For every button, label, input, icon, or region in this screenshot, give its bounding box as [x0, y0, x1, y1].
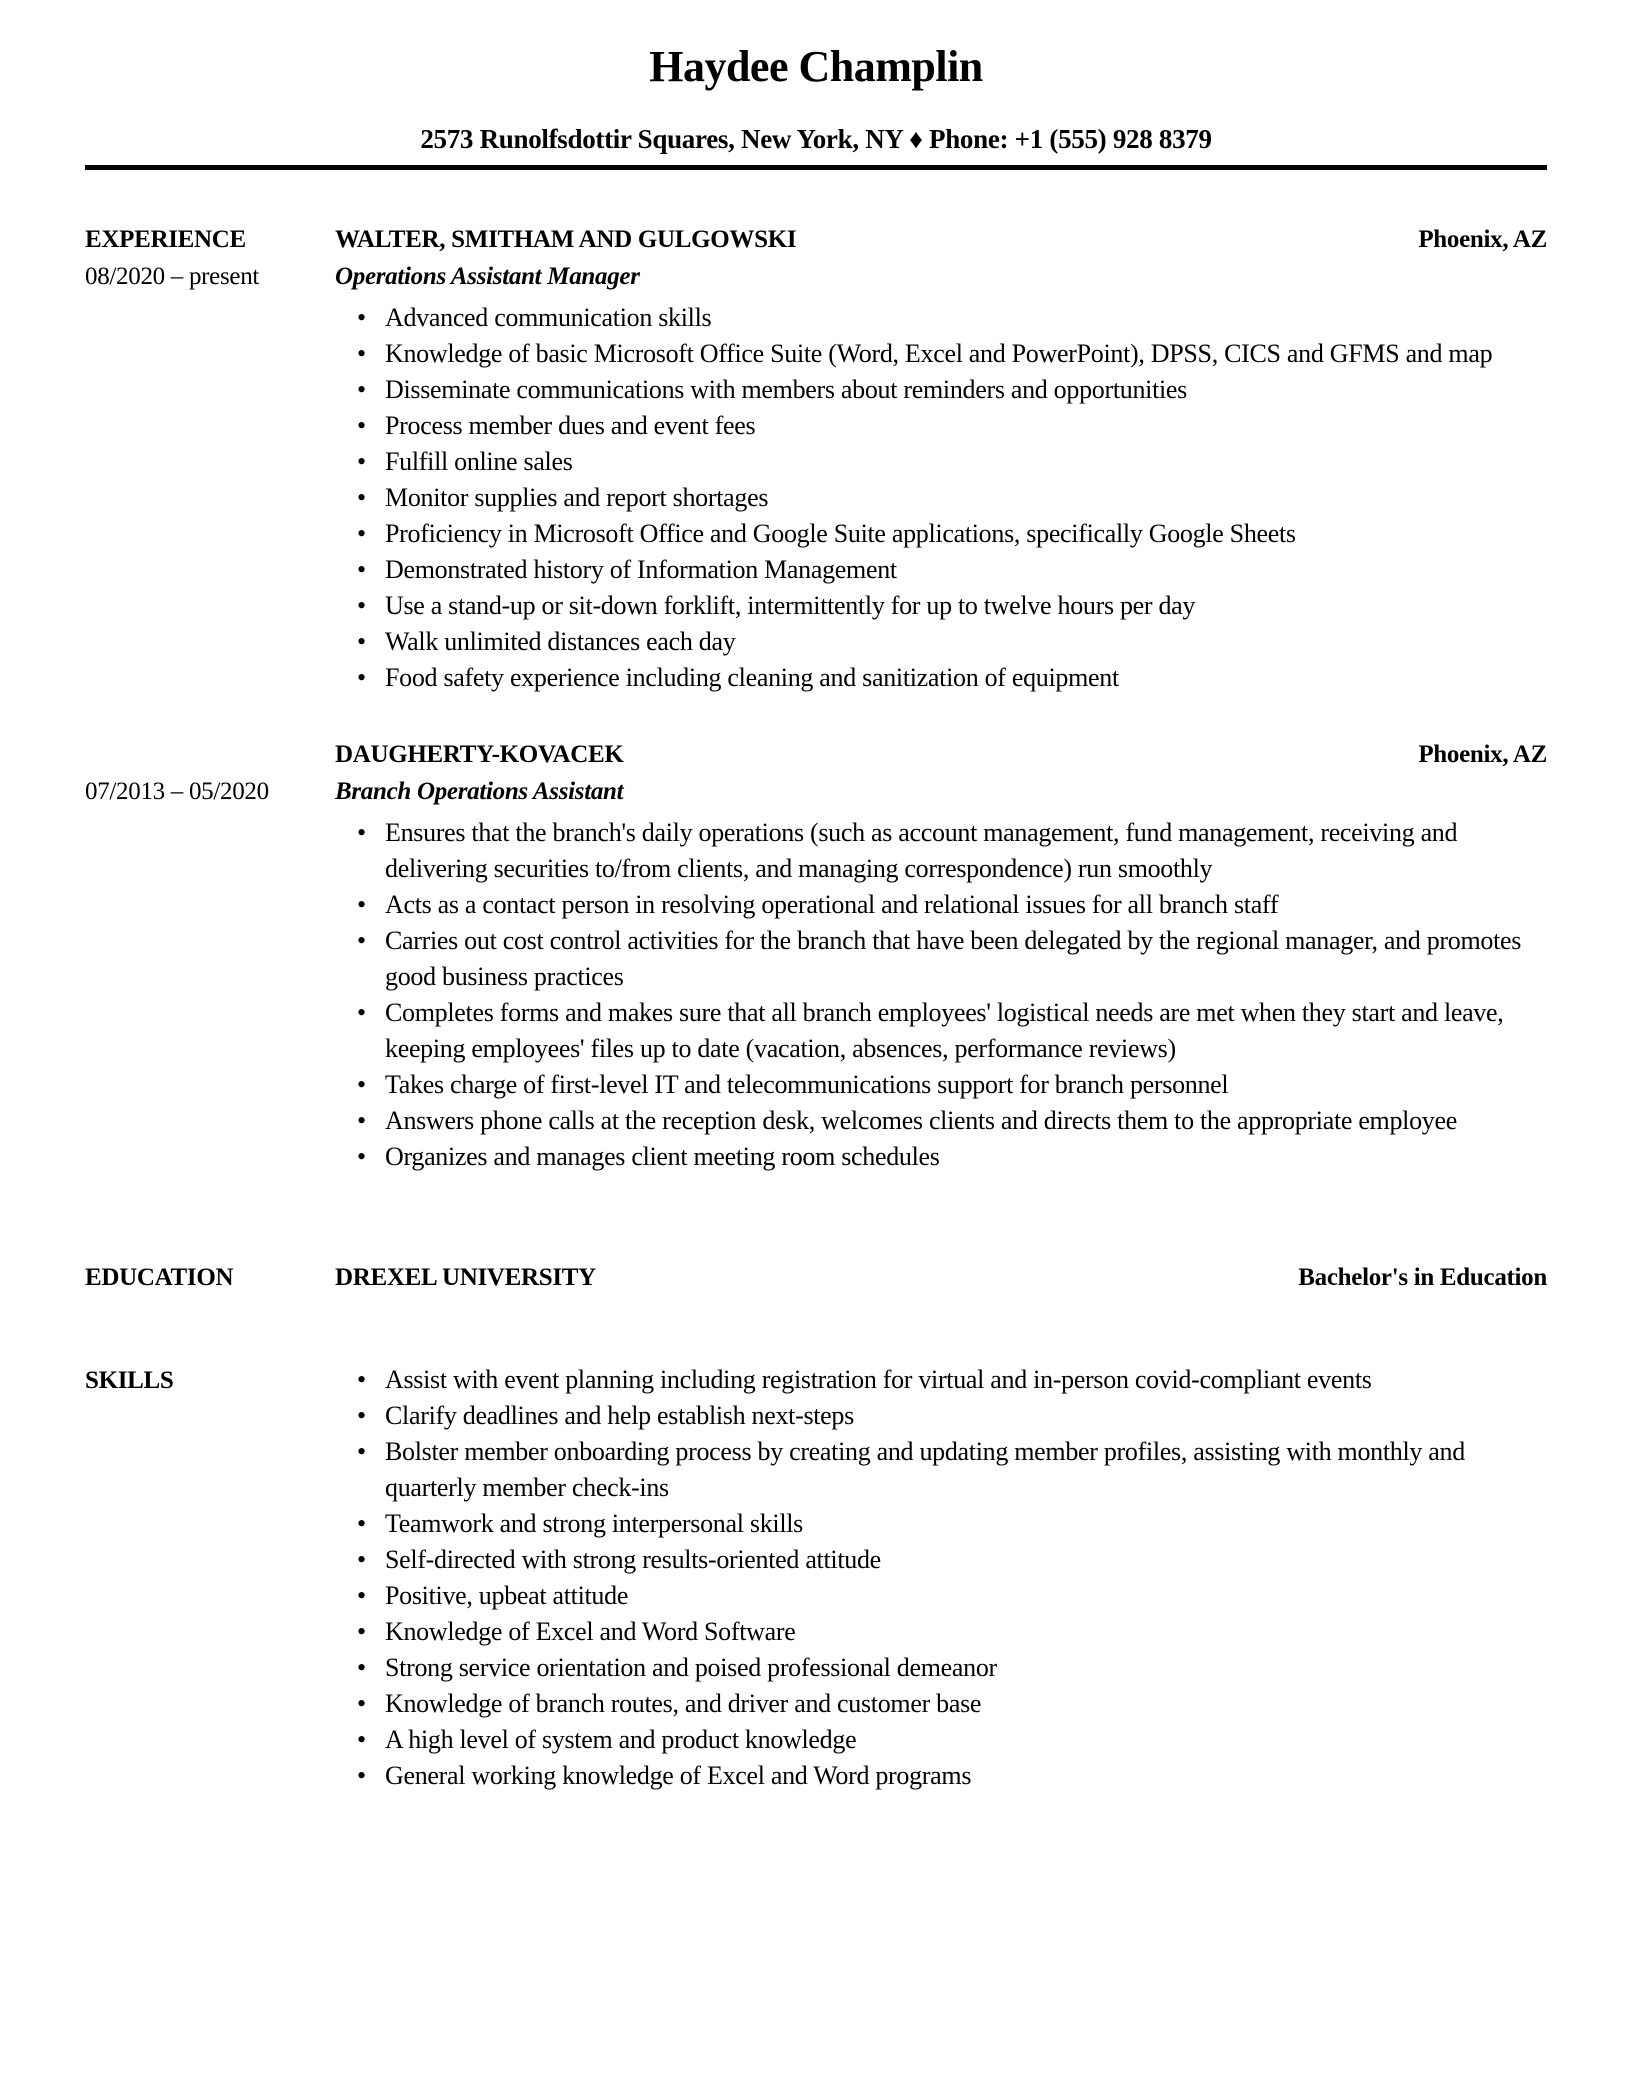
- job1-bullet-item: • Fulfill online sales: [385, 444, 1547, 480]
- job2-bullet-item: • Organizes and manages client meeting room schedules: [385, 1139, 1547, 1175]
- skills-section: [85, 1362, 1547, 1794]
- job1-entry: [335, 221, 1547, 696]
- job1-bullet-item: • Food safety experience including cleaning and sanitization of equipment: [385, 660, 1547, 696]
- job2-location: Phoenix, AZ: [1418, 741, 1547, 769]
- skills-bullet-item: • Knowledge of branch routes, and driver and customer base: [385, 1686, 1547, 1722]
- skills-section-label: SKILLS: [85, 1367, 174, 1395]
- skills-bullet-item: • Bolster member onboarding process by creating and updating member profiles, assisting with monthly and quarterly member check-ins: [385, 1434, 1547, 1506]
- job1-bullet-list: [335, 300, 1547, 696]
- skills-bullet-item: • Assist with event planning including registration for virtual and in-person covid-compliant events: [385, 1362, 1547, 1398]
- skills-bullet-item: • Positive, upbeat attitude: [385, 1578, 1547, 1614]
- job2-title: Branch Operations Assistant: [335, 778, 624, 806]
- skills-bullet-item: • Knowledge of Excel and Word Software: [385, 1614, 1547, 1650]
- header-divider: [85, 165, 1547, 170]
- job1-bullet-item: • Monitor supplies and report shortages: [385, 480, 1547, 516]
- job2-bullet-item: • Carries out cost control activities for the branch that have been delegated by the regional manager, and promotes good business practices: [385, 923, 1547, 995]
- job1-bullet-item: • Walk unlimited distances each day: [385, 624, 1547, 660]
- education-header: [335, 1259, 1547, 1296]
- job2-bullet-item: • Acts as a contact person in resolving operational and relational issues for all branch staff: [385, 887, 1547, 923]
- skills-entry: [335, 1362, 1547, 1794]
- skills-bullet-item: • Self-directed with strong results-oriented attitude: [385, 1542, 1547, 1578]
- job2-left-column: [85, 736, 335, 810]
- job1-company-name: WALTER, SMITHAM AND GULGOWSKI: [335, 226, 797, 254]
- person-name: Haydee Champlin: [649, 42, 983, 91]
- skills-left-column: [85, 1362, 335, 1399]
- job1-header: [335, 221, 1547, 258]
- skills-bullet-item: • A high level of system and product knowledge: [385, 1722, 1547, 1758]
- skills-bullet-item: • Teamwork and strong interpersonal skills: [385, 1506, 1547, 1542]
- experience-section: [85, 221, 1547, 696]
- degree-name: Bachelor's in Education: [1298, 1264, 1547, 1292]
- education-section-label: EDUCATION: [85, 1264, 234, 1292]
- education-left-column: [85, 1259, 335, 1296]
- job2-date-range: 07/2013 – 05/2020: [85, 778, 269, 806]
- contact-line: 2573 Runolfsdottir Squares, New York, NY ♦ Phone: +1 (555) 928 8379: [420, 123, 1212, 154]
- job1-bullet-item: • Proficiency in Microsoft Office and Google Suite applications, specifically Google Sheets: [385, 516, 1547, 552]
- job1-bullet-item: • Disseminate communications with members about reminders and opportunities: [385, 372, 1547, 408]
- job2-bullet-item: • Ensures that the branch's daily operations (such as account management, fund management, receiving and delivering securities to/from clients, and managing correspondence) run smoothly: [385, 815, 1547, 887]
- job2-bullet-list: [335, 815, 1547, 1175]
- education-section: [85, 1259, 1547, 1296]
- skills-bullet-list: [335, 1362, 1547, 1794]
- job2-header: [335, 736, 1547, 773]
- job2-company-name: DAUGHERTY-KOVACEK: [335, 741, 624, 769]
- skills-bullet-item: • General working knowledge of Excel and Word programs: [385, 1758, 1547, 1794]
- school-name: DREXEL UNIVERSITY: [335, 1264, 596, 1292]
- resume-header: [85, 42, 1547, 170]
- job1-date-range: 08/2020 – present: [85, 263, 260, 291]
- job2-bullet-item: • Completes forms and makes sure that all branch employees' logistical needs are met when they start and leave, keeping employees' files up to date (vacation, absences, performance reviews): [385, 995, 1547, 1067]
- job2-bullet-item: • Takes charge of first-level IT and telecommunications support for branch personnel: [385, 1067, 1547, 1103]
- job1-bullet-item: • Demonstrated history of Information Management: [385, 552, 1547, 588]
- job1-bullet-item: • Knowledge of basic Microsoft Office Suite (Word, Excel and PowerPoint), DPSS, CICS and GFMS and map: [385, 336, 1547, 372]
- experience-section-label: EXPERIENCE: [85, 226, 246, 254]
- job2-section: [85, 736, 1547, 1175]
- experience-left-column: [85, 221, 335, 295]
- skills-bullet-item: • Clarify deadlines and help establish next-steps: [385, 1398, 1547, 1434]
- job1-bullet-item: • Use a stand-up or sit-down forklift, intermittently for up to twelve hours per day: [385, 588, 1547, 624]
- skills-bullet-item: • Strong service orientation and poised professional demeanor: [385, 1650, 1547, 1686]
- job1-location: Phoenix, AZ: [1418, 226, 1547, 254]
- job1-bullet-item: • Process member dues and event fees: [385, 408, 1547, 444]
- education-entry: [335, 1259, 1547, 1296]
- job2-bullet-item: • Answers phone calls at the reception desk, welcomes clients and directs them to the appropriate employee: [385, 1103, 1547, 1139]
- job1-title: Operations Assistant Manager: [335, 263, 640, 291]
- job1-bullet-item: • Advanced communication skills: [385, 300, 1547, 336]
- job2-entry: [335, 736, 1547, 1175]
